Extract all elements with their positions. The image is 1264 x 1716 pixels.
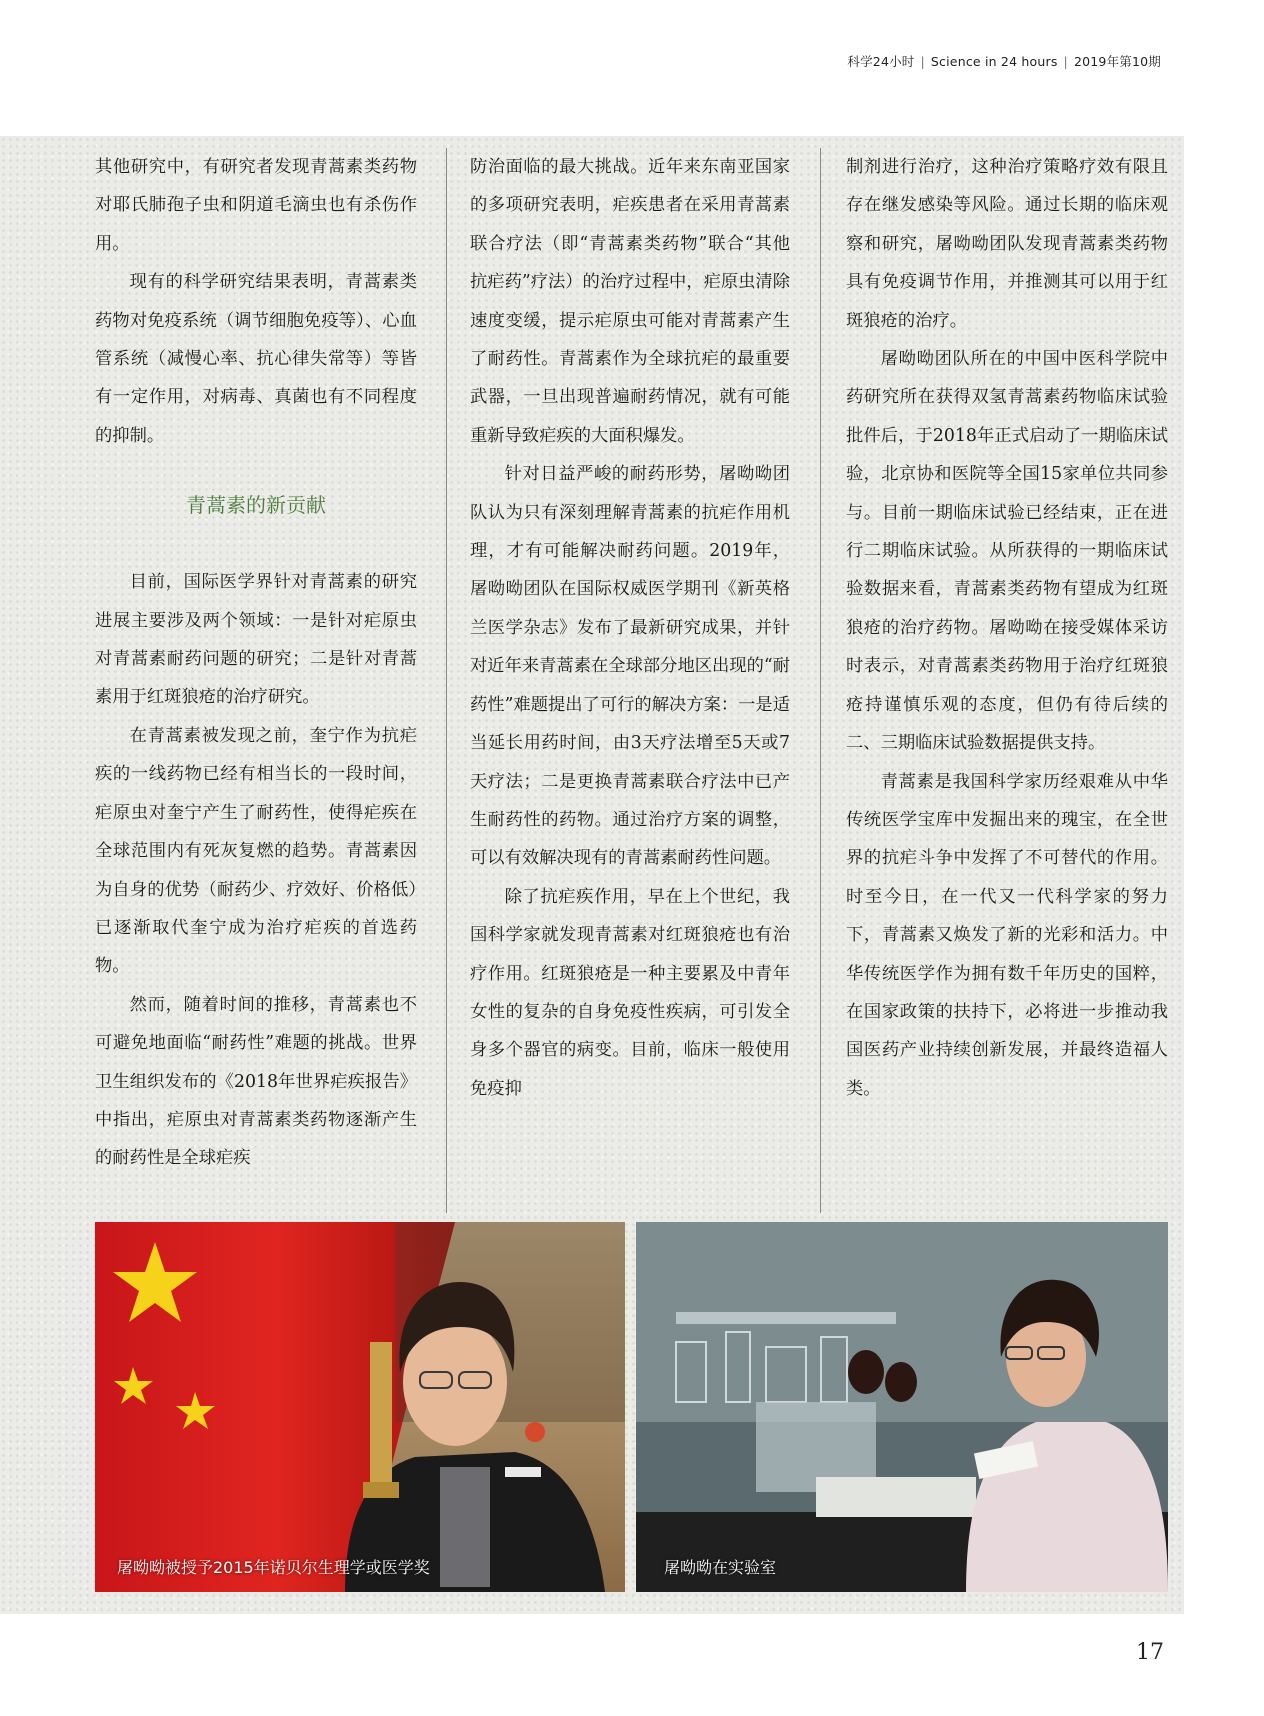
paragraph: 屠呦呦团队所在的中国中医科学院中药研究所在获得双氢青蒿素药物临床试验批件后，于2018年正式启动了一期临床试验，北京协和医院等全国15家单位共同参与。目前一期临床试验已经结束，正在进行二期临床试验。从所获得的一期临床试验数据来看，青蒿素类药物有望成为红斑狼疮的治疗药物。屠呦呦在接受媒体采访时表示，对青蒿素类药物用于治疗红斑狼疮持谨慎乐观的态度，但仍有待后续的二、三期临床试验数据提供支持。 bbox=[846, 349, 1168, 754]
paragraph: 除了抗疟疾作用，早在上个世纪，我国科学家就发现青蒿素对红斑狼疮也有治疗作用。红斑狼疮是一种主要累及中青年女性的复杂的自身免疫性疾病，可引发全身多个器官的病变。目前，临床一般使用免疫抑 bbox=[470, 886, 790, 1099]
paragraph: 目前，国际医学界针对青蒿素的研究进展主要涉及两个领域：一是针对疟原虫对青蒿素耐药问题的研究；二是针对青蒿素用于红斑狼疮的治疗研究。 bbox=[95, 572, 417, 708]
paragraph: 防治面临的最大挑战。近年来东南亚国家的多项研究表明，疟疾患者在采用青蒿素联合疗法（即“青蒿素类药物”联合“其他抗疟药”疗法）的治疗过程中，疟原虫清除速度变缓，提示疟原虫可能对青蒿素产生了耐药性。青蒿素作为全球抗疟的最重要武器，一旦出现普遍耐药情况，就有可能重新导致疟疾的大面积爆发。 bbox=[470, 157, 790, 446]
magazine-title-en: Science in 24 hours bbox=[930, 54, 1058, 69]
page-number: 17 bbox=[1136, 1640, 1164, 1665]
issue-number: 2019年第10期 bbox=[1073, 54, 1161, 69]
column-divider bbox=[446, 148, 447, 1213]
paragraph: 在青蒿素被发现之前，奎宁作为抗疟疾的一线药物已经有相当长的一段时间，疟原虫对奎宁产生了耐药性，使得疟疾在全球范围内有死灰复燃的趋势。青蒿素因为自身的优势（耐药少、疗效好、价格低）已逐渐取代奎宁成为治疗疟疾的首选药物。 bbox=[95, 725, 417, 977]
award-photo-image bbox=[95, 1222, 625, 1592]
header-separator: | bbox=[920, 54, 925, 69]
article-column-2 bbox=[470, 148, 790, 1108]
paragraph: 其他研究中，有研究者发现青蒿素类药物对耶氏肺孢子虫和阴道毛滴虫也有杀伤作用。 bbox=[95, 157, 417, 254]
lab-photo-image bbox=[636, 1222, 1168, 1592]
paragraph: 青蒿素是我国科学家历经艰难从中华传统医学宝库中发掘出来的瑰宝，在全世界的抗疟斗争中发挥了不可替代的作用。时至今日，在一代又一代科学家的努力下，青蒿素又焕发了新的光彩和活力。中华传统医学作为拥有数千年历史的国粹，在国家政策的扶持下，必将进一步推动我国医药产业持续创新发展，并最终造福人类。 bbox=[846, 771, 1168, 1099]
running-header bbox=[847, 52, 1161, 70]
section-heading: 青蒿素的新贡献 bbox=[186, 493, 326, 518]
paragraph: 然而，随着时间的推移，青蒿素也不可避免地面临“耐药性”难题的挑战。世界卫生组织发布的《2018年世界疟疾报告》中指出，疟原虫对青蒿素类药物逐渐产生的耐药性是全球疟疾 bbox=[95, 994, 417, 1169]
paragraph: 制剂进行治疗，这种治疗策略疗效有限且存在继发感染等风险。通过长期的临床观察和研究，屠呦呦团队发现青蒿素类药物具有免疫调节作用，并推测其可以用于红斑狼疮的治疗。 bbox=[846, 157, 1168, 331]
column-divider bbox=[820, 148, 821, 1213]
article-column-1 bbox=[95, 148, 417, 1178]
photo-caption: 屠呦呦在实验室 bbox=[664, 1558, 777, 1577]
photo-caption: 屠呦呦被授予2015年诺贝尔生理学或医学奖 bbox=[117, 1558, 430, 1577]
paragraph: 现有的科学研究结果表明，青蒿素类药物对免疫系统（调节细胞免疫等）、心血管系统（减慢心率、抗心律失常等）等皆有一定作用，对病毒、真菌也有不同程度的抑制。 bbox=[95, 272, 417, 446]
magazine-title: 科学24小时 bbox=[847, 54, 915, 69]
paragraph: 针对日益严峻的耐药形势，屠呦呦团队认为只有深刻理解青蒿素的抗疟作用机理，才有可能解决耐药问题。2019年，屠呦呦团队在国际权威医学期刊《新英格兰医学杂志》发布了最新研究成果，并针对近年来青蒿素在全球部分地区出现的“耐药性”难题提出了可行的解决方案：一是适当延长用药时间，由3天疗法增至5天或7天疗法；二是更换青蒿素联合疗法中已产生耐药性的药物。通过治疗方案的调整，可以有效解决现有的青蒿素耐药性问题。 bbox=[470, 464, 790, 869]
lab-photo bbox=[636, 1222, 1168, 1592]
article-column-3 bbox=[846, 148, 1168, 1108]
header-separator: | bbox=[1063, 54, 1068, 69]
award-photo bbox=[95, 1222, 625, 1592]
